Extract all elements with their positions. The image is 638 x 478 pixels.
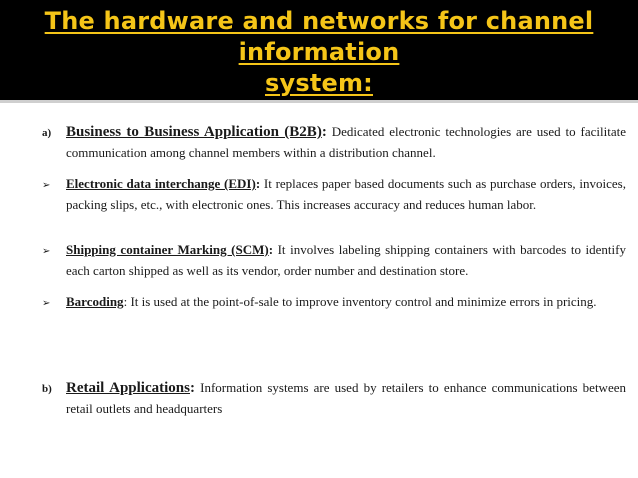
section-b-colon: :: [189, 380, 195, 396]
bullet-item-scm: [42, 240, 626, 280]
bullet-term-scm: Shipping container Marking (SCM): [66, 242, 269, 257]
bullet-term-edi: Electronic data interchange (EDI): [66, 176, 256, 191]
slide-title-line-2: system:: [265, 69, 373, 97]
arrow-bullet-icon: ➢: [42, 180, 51, 191]
bullet-item-edi: [42, 174, 626, 214]
section-b-term: Retail Applications: [66, 380, 190, 396]
title-divider: [0, 100, 638, 103]
arrow-bullet-icon: ➢: [42, 298, 51, 309]
bullet-term-barcoding: Barcoding: [66, 294, 124, 309]
bullet-colon-scm: :: [268, 242, 274, 257]
section-b-marker: b): [42, 383, 52, 395]
bullet-colon-barcoding: :: [123, 294, 128, 309]
section-b-paragraph: [42, 378, 626, 418]
section-a-paragraph: [42, 122, 626, 162]
bullet-text-edi: It replaces paper based documents such as purchase orders, invoices, packing slips, etc., with electronic ones. This increases accuracy and reduces human labor.: [66, 176, 626, 212]
slide-title-line-1: The hardware and networks for channel information: [44, 7, 594, 66]
section-a-term: Business to Business Application (B2B): [66, 124, 322, 140]
bullet-colon-edi: :: [255, 176, 261, 191]
slide-title: [0, 6, 638, 99]
bullet-text-barcoding: It is used at the point-of-sale to improve inventory control and minimize errors in pricing.: [127, 294, 597, 309]
arrow-bullet-icon: ➢: [42, 246, 51, 257]
section-a-colon: :: [321, 124, 327, 140]
section-a-marker: a): [42, 127, 52, 139]
bullet-text-scm: It involves labeling shipping containers with barcodes to identify each carton shipped as well as its vendor, order number and destination store.: [66, 242, 626, 278]
bullet-item-barcoding: [42, 292, 626, 313]
section-b-text: Information systems are used by retailers to enhance communications between retail outlets and headquarters: [66, 380, 626, 416]
section-a-text: Dedicated electronic technologies are used to facilitate communication among channel members within a distribution channel.: [66, 124, 626, 160]
